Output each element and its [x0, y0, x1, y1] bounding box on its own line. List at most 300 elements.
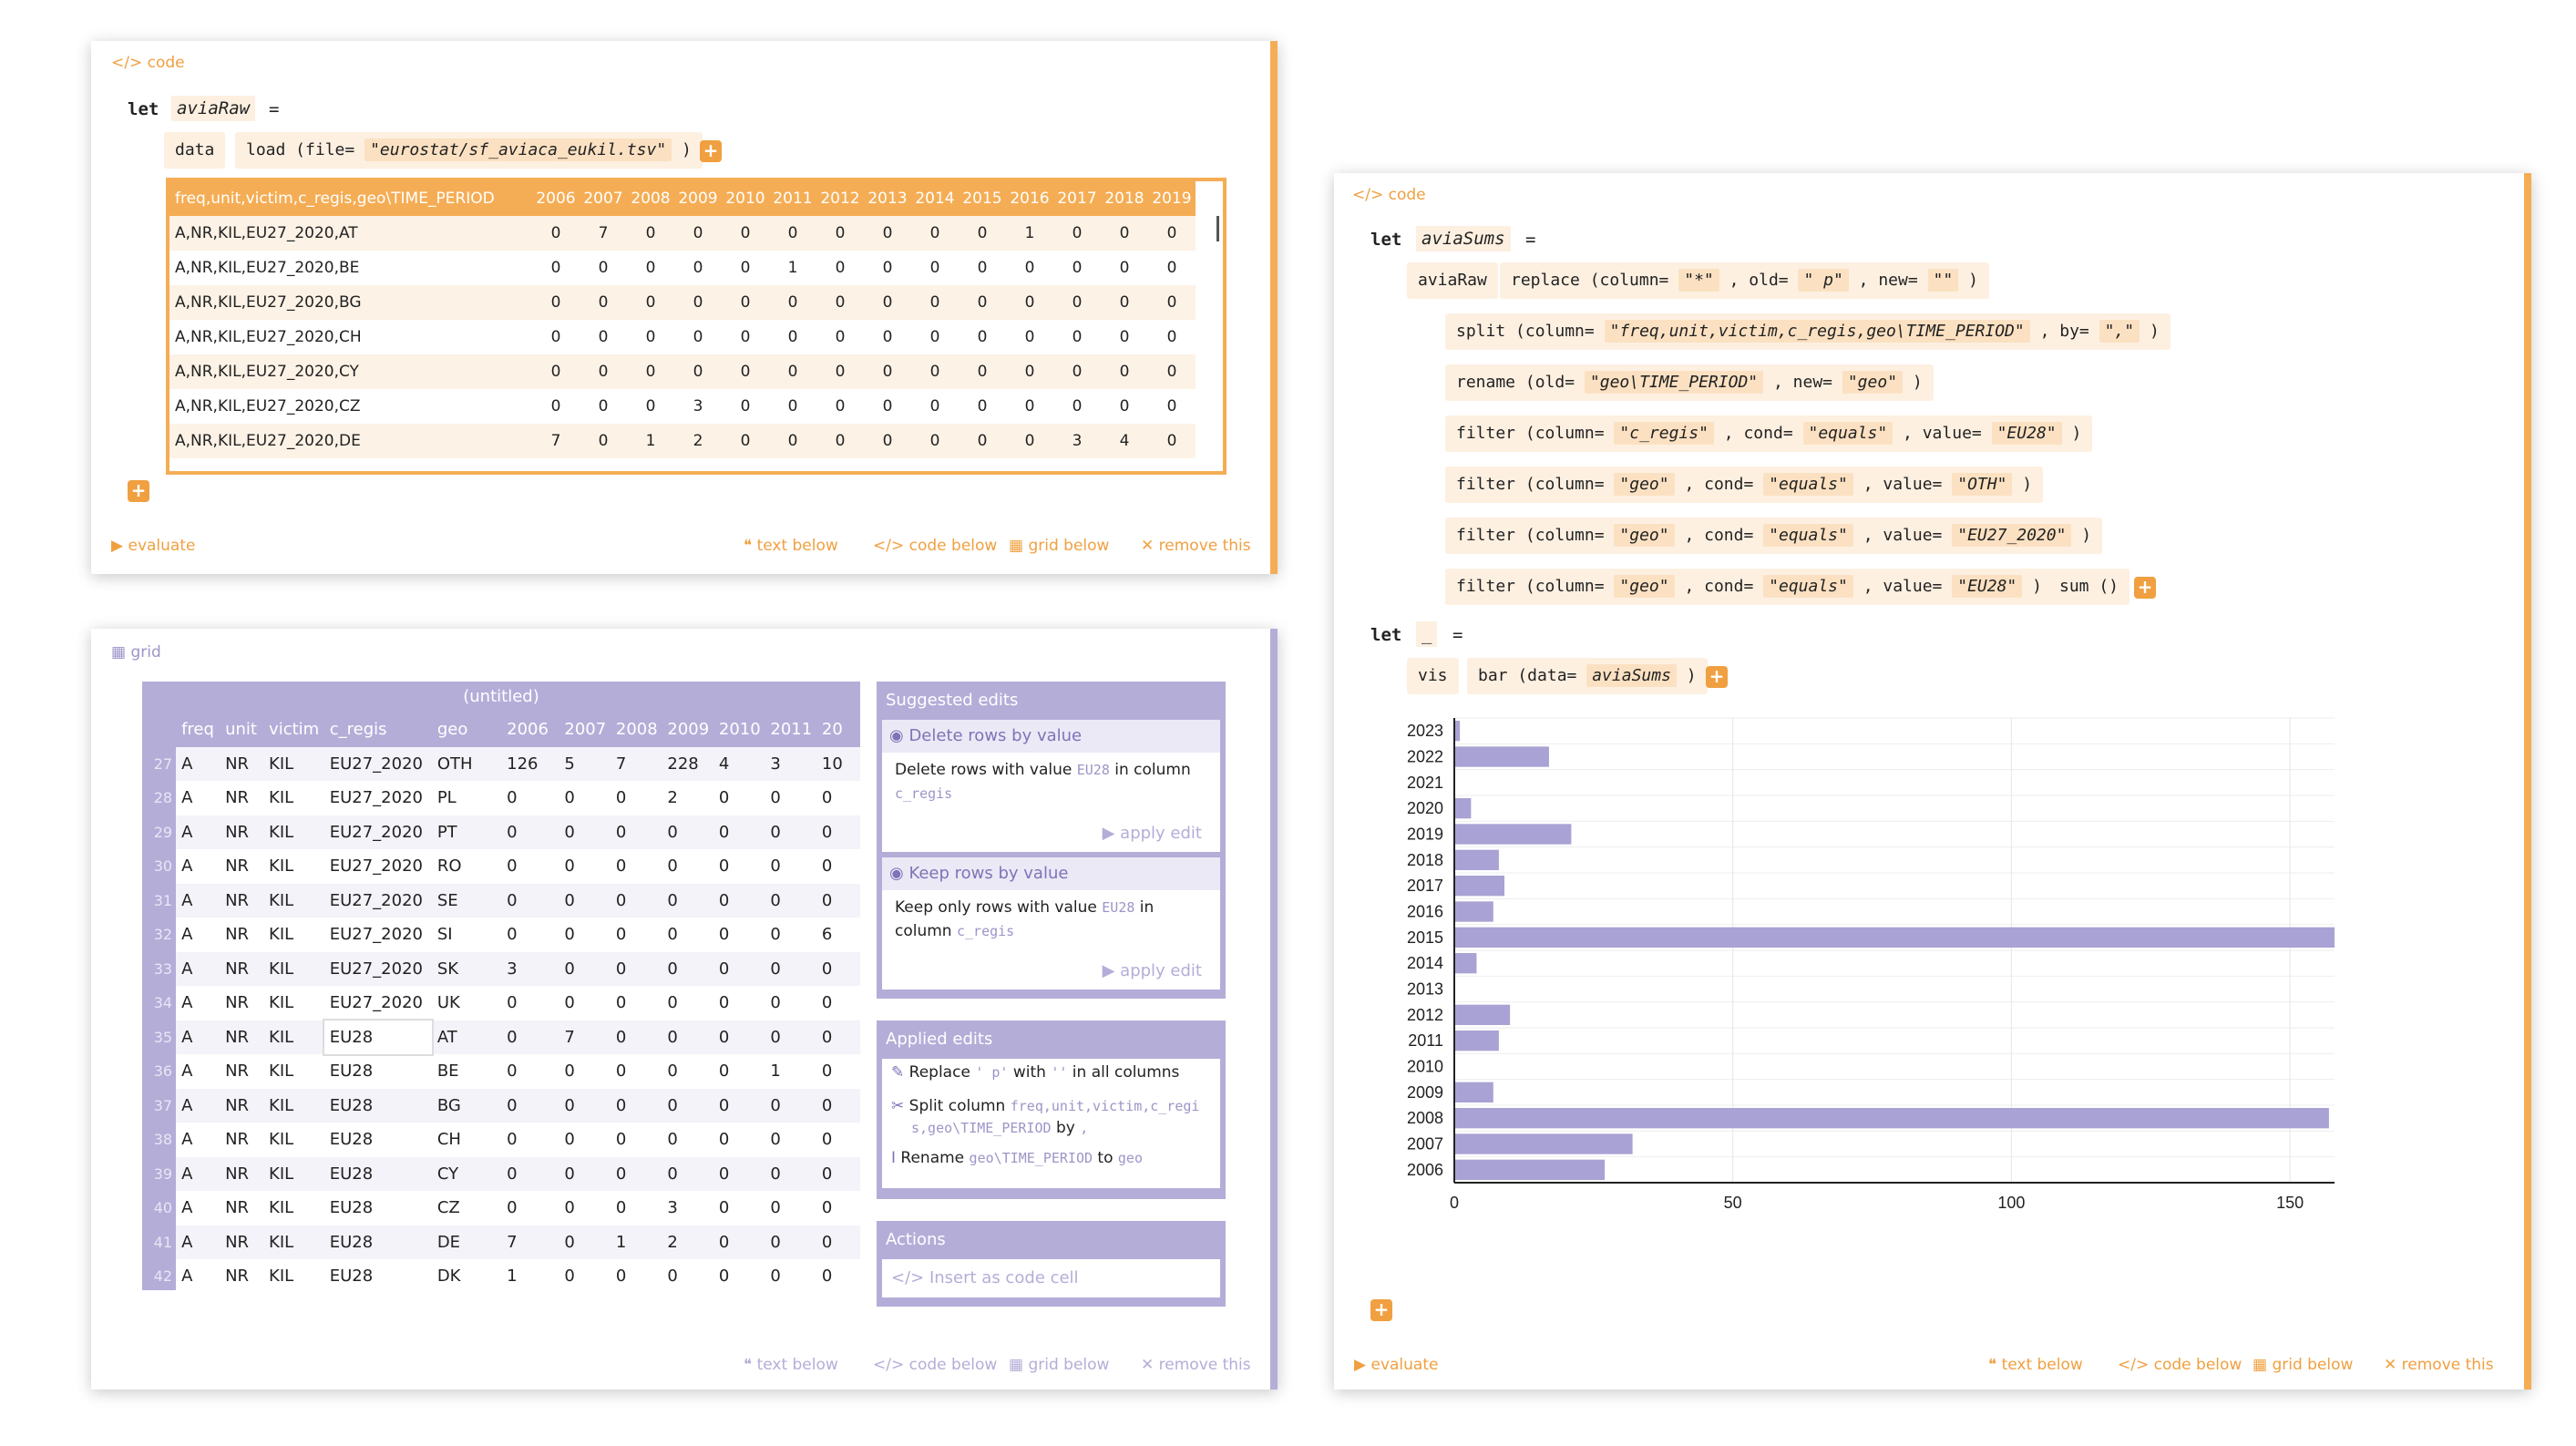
table-cell[interactable]: 0	[864, 285, 911, 320]
table-cell[interactable]: 1	[1006, 216, 1053, 251]
grid-cell-value[interactable]: NR	[220, 1226, 263, 1260]
table-cell[interactable]: 0	[532, 320, 580, 354]
add-cell-button[interactable]: +	[1370, 1299, 1392, 1321]
grid-cell-value[interactable]: KIL	[269, 993, 294, 1013]
table-cell[interactable]: 3	[674, 389, 722, 424]
text-below-button[interactable]: ❝ text below	[744, 537, 838, 555]
grid-cell-value[interactable]: NR	[225, 788, 250, 808]
grid-cell-value[interactable]: 4	[713, 747, 765, 782]
table-cell[interactable]: 0	[769, 424, 816, 458]
table-cell[interactable]: 0	[1148, 389, 1196, 424]
grid-cell-value[interactable]: 0	[564, 1130, 575, 1150]
grid-below-button[interactable]: ▦ grid below	[2253, 1356, 2354, 1374]
grid-cell-value[interactable]: CY	[432, 1157, 501, 1192]
table-cell[interactable]: 0	[722, 354, 769, 389]
grid-cell-value[interactable]: A	[176, 1089, 220, 1123]
grid-cell-value[interactable]: BE	[436, 1061, 459, 1082]
table-cell[interactable]: 0	[959, 216, 1006, 251]
grid-cell-value[interactable]: A	[181, 925, 193, 945]
grid-cell-value[interactable]: EU28	[329, 1198, 374, 1218]
grid-cell-value[interactable]: 0	[615, 925, 627, 945]
add-step-button[interactable]: +	[700, 140, 722, 162]
grid-cell-value[interactable]: 0	[662, 952, 713, 987]
grid-cell-value[interactable]: 0	[501, 884, 559, 918]
filter-call[interactable]: filter (column= "geo" , cond= "equals" , value= "OTH" )	[1445, 467, 2043, 503]
code-below-button[interactable]: </> code below	[873, 537, 998, 555]
add-step-button[interactable]: +	[1706, 666, 1728, 688]
table-cell[interactable]: 0	[1006, 251, 1053, 285]
table-cell[interactable]: 0	[532, 251, 580, 285]
grid-cell-value[interactable]: A	[176, 1226, 220, 1260]
insert-code-cell-button[interactable]: </> Insert as code cell	[882, 1259, 1220, 1297]
add-step-button[interactable]: +	[2134, 577, 2156, 599]
grid-cell-value[interactable]: 0	[821, 788, 833, 808]
grid-cell-value[interactable]: 0	[564, 1267, 575, 1287]
grid-cell-value[interactable]: 0	[667, 1267, 678, 1287]
grid-cell-value[interactable]: NR	[225, 1198, 250, 1218]
grid-cell-value[interactable]: 0	[770, 993, 781, 1013]
grid-cell-value[interactable]: 0	[770, 1130, 781, 1150]
grid-cell-value[interactable]: EU27_2020	[329, 925, 423, 945]
grid-cell-value[interactable]: A	[181, 788, 193, 808]
table-cell[interactable]: 0	[1006, 389, 1053, 424]
grid-cell-value[interactable]: PT	[432, 815, 501, 850]
grid-cell-value[interactable]: EU28	[329, 1267, 374, 1287]
grid-cell-value[interactable]: DK	[436, 1267, 461, 1287]
grid-cell-value[interactable]: 0	[615, 1130, 627, 1150]
table-cell[interactable]: 0	[959, 424, 1006, 458]
grid-cell-value[interactable]: 2	[662, 1226, 713, 1260]
grid-cell-value[interactable]: 0	[615, 1061, 627, 1082]
grid-cell-value[interactable]: A	[181, 993, 193, 1013]
grid-cell-value[interactable]: UK	[436, 993, 460, 1013]
grid-cell-value[interactable]: NR	[220, 747, 263, 782]
grid-cell-value[interactable]: NR	[220, 1157, 263, 1192]
table-cell[interactable]: 0	[816, 320, 864, 354]
grid-cell-value[interactable]: EU27_2020	[324, 952, 432, 987]
column-header[interactable]: geo	[432, 713, 501, 747]
table-cell[interactable]: 0	[1148, 285, 1196, 320]
table-cell[interactable]: 0	[911, 389, 959, 424]
grid-cell-value[interactable]: RO	[436, 856, 462, 877]
grid-cell-value[interactable]: 0	[564, 788, 575, 808]
table-cell[interactable]: 0	[580, 354, 627, 389]
grid-cell-value[interactable]: 0	[662, 815, 713, 850]
suggestion-card[interactable]	[882, 720, 1220, 852]
grid-cell-value[interactable]: 0	[713, 815, 765, 850]
table-cell[interactable]: 0	[1101, 251, 1148, 285]
grid-cell-value[interactable]: KIL	[263, 747, 324, 782]
grid-cell-value[interactable]: 0	[816, 1157, 860, 1192]
table-cell[interactable]: 0	[627, 251, 674, 285]
grid-cell-value[interactable]: A	[176, 884, 220, 918]
table-cell[interactable]: 0	[911, 354, 959, 389]
grid-cell-value[interactable]: 6	[821, 925, 833, 945]
grid-below-button[interactable]: ▦ grid below	[1009, 537, 1110, 555]
grid-cell-value[interactable]: KIL	[263, 815, 324, 850]
grid-cell-value[interactable]: 0	[718, 1061, 730, 1082]
applied-edit-item[interactable]: I Rename geo\TIME_PERIOD to geo	[891, 1149, 1143, 1167]
column-header[interactable]: freq	[176, 713, 220, 747]
grid-cell-value[interactable]: 0	[765, 815, 816, 850]
filter-call[interactable]: filter (column= "geo" , cond= "equals" , value= "EU27_2020" )	[1445, 518, 2102, 554]
grid-cell-value[interactable]: 0	[564, 925, 575, 945]
table-cell[interactable]: 7	[580, 216, 627, 251]
grid-cell-value[interactable]: A	[181, 1267, 193, 1287]
grid-cell-value[interactable]: 0	[662, 884, 713, 918]
table-cell[interactable]: 4	[1101, 424, 1148, 458]
grid-cell-value[interactable]: 3	[501, 952, 559, 987]
suggestion-title[interactable]: ◉ Keep rows by value	[882, 857, 1220, 890]
grid-cell-value[interactable]: 0	[821, 1267, 833, 1287]
grid-cell-value[interactable]: 0	[816, 815, 860, 850]
variable-name[interactable]: aviaRaw	[171, 96, 255, 121]
grid-cell-value[interactable]: NR	[225, 856, 250, 877]
table-cell[interactable]: 0	[1006, 320, 1053, 354]
grid-cell-value[interactable]: 0	[564, 1198, 575, 1218]
table-cell[interactable]: 0	[1148, 320, 1196, 354]
table-cell[interactable]: 0	[1053, 285, 1101, 320]
table-cell[interactable]: 7	[532, 424, 580, 458]
table-cell[interactable]: 0	[674, 285, 722, 320]
remove-button[interactable]: ✕ remove this	[2384, 1356, 2494, 1374]
grid-cell-value[interactable]: 0	[615, 1198, 627, 1218]
table-cell[interactable]: 0	[627, 389, 674, 424]
grid-cell-value[interactable]: A	[181, 856, 193, 877]
grid-cell-value[interactable]: KIL	[263, 952, 324, 987]
grid-cell-value[interactable]: 0	[507, 1198, 518, 1218]
table-cell[interactable]: 0	[580, 285, 627, 320]
grid-cell-value[interactable]: 0	[770, 925, 781, 945]
grid-cell-value[interactable]: DE	[432, 1226, 501, 1260]
grid-cell-value[interactable]: 0	[662, 1020, 713, 1055]
grid-cell-value[interactable]: A	[176, 747, 220, 782]
grid-cell-value[interactable]: 10	[816, 747, 860, 782]
table-cell[interactable]: 0	[959, 320, 1006, 354]
table-cell[interactable]: 0	[769, 354, 816, 389]
table-cell[interactable]: 0	[769, 216, 816, 251]
grid-cell-value[interactable]: 2	[667, 788, 678, 808]
grid-cell-value[interactable]: 7	[501, 1226, 559, 1260]
table-cell[interactable]: 0	[816, 354, 864, 389]
grid-cell-value[interactable]: 0	[667, 925, 678, 945]
grid-cell-value[interactable]: KIL	[263, 1089, 324, 1123]
load-call[interactable]: load (file= "eurostat/sf_aviaca_eukil.tsv" )	[235, 132, 703, 169]
grid-cell-value[interactable]: 0	[662, 1089, 713, 1123]
column-header[interactable]: unit	[220, 713, 263, 747]
grid-cell-value[interactable]: 0	[559, 952, 611, 987]
grid-cell-value[interactable]: 0	[765, 1020, 816, 1055]
grid-cell-value[interactable]: 0	[507, 856, 518, 877]
grid-cell-value[interactable]: 0	[718, 1130, 730, 1150]
grid-cell-value[interactable]: PL	[436, 788, 457, 808]
grid-cell-value[interactable]: 0	[713, 952, 765, 987]
grid-cell-value[interactable]: 0	[816, 1089, 860, 1123]
suggestion-title[interactable]: ◉ Delete rows by value	[882, 720, 1220, 753]
table-cell[interactable]: 1	[769, 251, 816, 285]
grid-cell-value[interactable]: EU27_2020	[324, 884, 432, 918]
table-cell[interactable]: 0	[959, 389, 1006, 424]
grid-cell-value[interactable]: NR	[220, 1020, 263, 1055]
grid-cell-value[interactable]: SK	[432, 952, 501, 987]
grid-cell-value[interactable]: 0	[615, 788, 627, 808]
table-cell[interactable]: 0	[722, 285, 769, 320]
variable-name[interactable]: aviaSums	[1416, 226, 1511, 251]
applied-edit-item[interactable]: ✂ Split column freq,unit,victim,c_regis,geo\TIME_PERIOD by ,	[891, 1097, 1200, 1137]
table-cell[interactable]: 0	[722, 320, 769, 354]
evaluate-button[interactable]: ▶ evaluate	[1354, 1356, 1439, 1374]
grid-cell-value[interactable]: KIL	[269, 788, 294, 808]
grid-cell-value[interactable]: BG	[432, 1089, 501, 1123]
table-cell[interactable]: 0	[1148, 251, 1196, 285]
table-cell[interactable]: 0	[1053, 216, 1101, 251]
grid-cell-value[interactable]: 0	[559, 884, 611, 918]
grid-cell-value[interactable]: KIL	[263, 1226, 324, 1260]
table-cell[interactable]: 0	[722, 389, 769, 424]
filter-call[interactable]: filter (column= "geo" , cond= "equals" , value= "EU28" )	[1445, 569, 2053, 605]
grid-cell-value[interactable]: NR	[225, 993, 250, 1013]
data-token[interactable]: data	[164, 132, 225, 169]
grid-cell-value[interactable]: 7	[559, 1020, 611, 1055]
grid-cell-value[interactable]: 0	[713, 1157, 765, 1192]
grid-cell-value[interactable]: 0	[507, 925, 518, 945]
grid-cell-value[interactable]: EU28	[329, 1130, 374, 1150]
text-below-button[interactable]: ❝ text below	[744, 1356, 838, 1374]
grid-cell-value[interactable]: EU27_2020	[329, 993, 423, 1013]
column-header[interactable]: 2009	[662, 713, 713, 747]
filter-call[interactable]: filter (column= "c_regis" , cond= "equals" , value= "EU28" )	[1445, 415, 2092, 452]
grid-cell-value[interactable]: KIL	[269, 856, 294, 877]
grid-cell-value[interactable]: 0	[765, 1089, 816, 1123]
grid-cell-value[interactable]: A	[176, 952, 220, 987]
suggestion-card[interactable]	[882, 857, 1220, 990]
grid-cell-value[interactable]: 0	[770, 1267, 781, 1287]
grid-cell-value[interactable]: 0	[718, 856, 730, 877]
grid-cell-value[interactable]: A	[176, 1020, 220, 1055]
table-cell[interactable]: 0	[864, 320, 911, 354]
source-token[interactable]: aviaRaw	[1407, 262, 1498, 299]
grid-cell-value[interactable]: 0	[611, 952, 662, 987]
grid-cell-value[interactable]: A	[181, 1130, 193, 1150]
grid-cell-value[interactable]: 0	[611, 815, 662, 850]
grid-cell-value[interactable]: A	[181, 1061, 193, 1082]
table-cell[interactable]: 0	[1101, 285, 1148, 320]
table-cell[interactable]: 0	[627, 354, 674, 389]
table-cell[interactable]: 0	[674, 320, 722, 354]
table-cell[interactable]: 0	[532, 216, 580, 251]
grid-cell-value[interactable]: 0	[559, 1089, 611, 1123]
grid-cell-value[interactable]: 0	[667, 1061, 678, 1082]
grid-cell-value[interactable]: 0	[821, 856, 833, 877]
grid-cell-value[interactable]: 0	[615, 993, 627, 1013]
grid-cell-value[interactable]: 0	[770, 788, 781, 808]
grid-cell-value[interactable]: 0	[615, 1267, 627, 1287]
grid-cell-value[interactable]: CZ	[436, 1198, 460, 1218]
grid-cell-value[interactable]: EU28	[324, 1157, 432, 1192]
text-below-button[interactable]: ❝ text below	[1988, 1356, 2083, 1374]
grid-cell-value[interactable]: 0	[615, 856, 627, 877]
grid-cell-value[interactable]: 0	[564, 993, 575, 1013]
grid-cell-value[interactable]: A	[181, 1198, 193, 1218]
table-cell[interactable]: 2	[674, 424, 722, 458]
grid-cell-value[interactable]: KIL	[269, 1267, 294, 1287]
grid-cell-value[interactable]: EU27_2020	[324, 815, 432, 850]
table-cell[interactable]: 0	[864, 424, 911, 458]
table-cell[interactable]: 0	[1006, 354, 1053, 389]
grid-cell-value[interactable]: 0	[765, 1226, 816, 1260]
column-header[interactable]: 2010	[713, 713, 765, 747]
grid-cell-value[interactable]: EU27_2020	[329, 856, 423, 877]
table-cell[interactable]: 0	[532, 354, 580, 389]
grid-cell-value[interactable]: 0	[507, 788, 518, 808]
grid-cell-value[interactable]: KIL	[263, 1157, 324, 1192]
grid-cell-value[interactable]: 1	[507, 1267, 518, 1287]
grid-cell-value[interactable]: KIL	[269, 1198, 294, 1218]
grid-cell-value[interactable]: NR	[225, 1267, 250, 1287]
table-cell[interactable]: 0	[1006, 285, 1053, 320]
grid-cell-value[interactable]: 0	[667, 993, 678, 1013]
grid-cell-value[interactable]: KIL	[263, 884, 324, 918]
grid-cell-value[interactable]: KIL	[269, 925, 294, 945]
scrollbar[interactable]	[1216, 216, 1219, 241]
grid-cell-value[interactable]: 0	[611, 1089, 662, 1123]
grid-cell-value[interactable]: 0	[564, 856, 575, 877]
column-header[interactable]: c_regis	[324, 713, 432, 747]
grid-cell-value[interactable]: SI	[436, 925, 453, 945]
grid-cell-value[interactable]: 0	[718, 788, 730, 808]
table-cell[interactable]: 0	[864, 389, 911, 424]
grid-cell-value[interactable]: 1	[611, 1226, 662, 1260]
grid-cell-value[interactable]: NR	[225, 1061, 250, 1082]
grid-cell-value[interactable]: 0	[718, 925, 730, 945]
grid-cell-value[interactable]: 3	[667, 1198, 678, 1218]
grid-cell-value[interactable]: 0	[667, 1130, 678, 1150]
grid-cell-value[interactable]: 0	[501, 1157, 559, 1192]
grid-cell-value[interactable]: 0	[718, 993, 730, 1013]
table-cell[interactable]: 0	[580, 389, 627, 424]
table-cell[interactable]: 1	[627, 424, 674, 458]
table-cell[interactable]: 0	[911, 320, 959, 354]
column-header[interactable]: victim	[263, 713, 324, 747]
grid-cell-value[interactable]: 0	[501, 1020, 559, 1055]
replace-call[interactable]: replace (column= "*" , old= " p" , new= "" )	[1500, 262, 1989, 299]
variable-name[interactable]: _	[1416, 621, 1437, 647]
grid-cell-value[interactable]: KIL	[263, 1020, 324, 1055]
grid-cell-value[interactable]: 0	[611, 884, 662, 918]
table-cell[interactable]: 0	[864, 354, 911, 389]
column-header[interactable]: 20	[816, 713, 860, 747]
grid-cell-value[interactable]: 0	[770, 856, 781, 877]
table-cell[interactable]: 0	[911, 251, 959, 285]
table-cell[interactable]: 0	[722, 251, 769, 285]
apply-edit-button[interactable]: ▶ apply edit	[1102, 961, 1202, 980]
bar-call[interactable]: bar (data= aviaSums )	[1467, 658, 1708, 694]
grid-cell-value[interactable]: NR	[220, 884, 263, 918]
grid-cell-value[interactable]: 228	[662, 747, 713, 782]
code-below-button[interactable]: </> code below	[2118, 1356, 2242, 1374]
table-cell[interactable]: 0	[864, 216, 911, 251]
grid-cell-value[interactable]: EU28	[324, 1020, 432, 1055]
table-cell[interactable]: 0	[769, 389, 816, 424]
table-cell[interactable]: 0	[1148, 354, 1196, 389]
table-cell[interactable]: 0	[580, 320, 627, 354]
add-cell-button[interactable]: +	[128, 480, 149, 502]
table-cell[interactable]: 0	[580, 251, 627, 285]
table-cell[interactable]: 0	[1101, 216, 1148, 251]
grid-cell-value[interactable]: EU27_2020	[329, 788, 423, 808]
table-cell[interactable]: 0	[627, 285, 674, 320]
grid-cell-value[interactable]: NR	[225, 925, 250, 945]
table-cell[interactable]: 0	[911, 216, 959, 251]
grid-cell-value[interactable]: NR	[225, 1130, 250, 1150]
table-cell[interactable]: 3	[1053, 424, 1101, 458]
grid-cell-value[interactable]: 0	[816, 884, 860, 918]
grid-cell-value[interactable]: NR	[220, 952, 263, 987]
table-cell[interactable]: 0	[627, 216, 674, 251]
table-cell[interactable]: 0	[864, 251, 911, 285]
table-cell[interactable]: 0	[959, 251, 1006, 285]
column-header[interactable]: 2011	[765, 713, 816, 747]
grid-cell-value[interactable]: NR	[220, 815, 263, 850]
grid-cell-value[interactable]: 0	[559, 1157, 611, 1192]
table-cell[interactable]: 0	[911, 285, 959, 320]
grid-cell-value[interactable]: 0	[564, 1061, 575, 1082]
table-cell[interactable]: 0	[816, 216, 864, 251]
grid-cell-value[interactable]: 0	[713, 1020, 765, 1055]
applied-edit-item[interactable]: ✎ Replace ' p' with '' in all columns	[891, 1063, 1180, 1082]
evaluate-button[interactable]: ▶ evaluate	[111, 537, 196, 555]
grid-cell-value[interactable]: KIL	[269, 1061, 294, 1082]
vis-token[interactable]: vis	[1407, 658, 1459, 694]
column-header[interactable]: 2007	[559, 713, 611, 747]
grid-cell-value[interactable]: 0	[507, 993, 518, 1013]
grid-cell-value[interactable]: SE	[432, 884, 501, 918]
grid-cell-value[interactable]: NR	[220, 1089, 263, 1123]
table-cell[interactable]: 0	[1148, 424, 1196, 458]
grid-cell-value[interactable]: 0	[718, 1198, 730, 1218]
grid-cell-value[interactable]: 0	[821, 1130, 833, 1150]
grid-cell-value[interactable]: 0	[821, 1198, 833, 1218]
grid-cell-value[interactable]: 0	[667, 856, 678, 877]
table-cell[interactable]: 0	[1006, 424, 1053, 458]
grid-cell-value[interactable]: 0	[765, 952, 816, 987]
column-header[interactable]: 2006	[501, 713, 559, 747]
grid-cell-value[interactable]: 0	[765, 884, 816, 918]
grid-cell-value[interactable]: 0	[816, 1226, 860, 1260]
column-header[interactable]: 2008	[611, 713, 662, 747]
grid-cell-value[interactable]: 3	[765, 747, 816, 782]
grid-cell-value[interactable]: 0	[507, 1061, 518, 1082]
sum-call[interactable]: sum ()	[2048, 569, 2130, 605]
table-cell[interactable]: 0	[816, 285, 864, 320]
grid-cell-value[interactable]: 0	[713, 884, 765, 918]
grid-cell-value[interactable]: 0	[501, 815, 559, 850]
apply-edit-button[interactable]: ▶ apply edit	[1102, 824, 1202, 843]
grid-cell-value[interactable]: 0	[611, 1157, 662, 1192]
grid-cell-value[interactable]: 0	[816, 952, 860, 987]
table-cell[interactable]: 0	[1101, 389, 1148, 424]
grid-cell-value[interactable]: 1	[770, 1061, 781, 1082]
table-cell[interactable]: 0	[1053, 320, 1101, 354]
grid-cell-value[interactable]: 0	[713, 1226, 765, 1260]
table-cell[interactable]: 0	[674, 216, 722, 251]
table-cell[interactable]: 0	[911, 424, 959, 458]
table-cell[interactable]: 0	[532, 285, 580, 320]
grid-cell-value[interactable]: AT	[432, 1020, 501, 1055]
table-cell[interactable]: 0	[816, 424, 864, 458]
grid-cell-value[interactable]: 0	[816, 1020, 860, 1055]
grid-cell-value[interactable]: 0	[765, 1157, 816, 1192]
